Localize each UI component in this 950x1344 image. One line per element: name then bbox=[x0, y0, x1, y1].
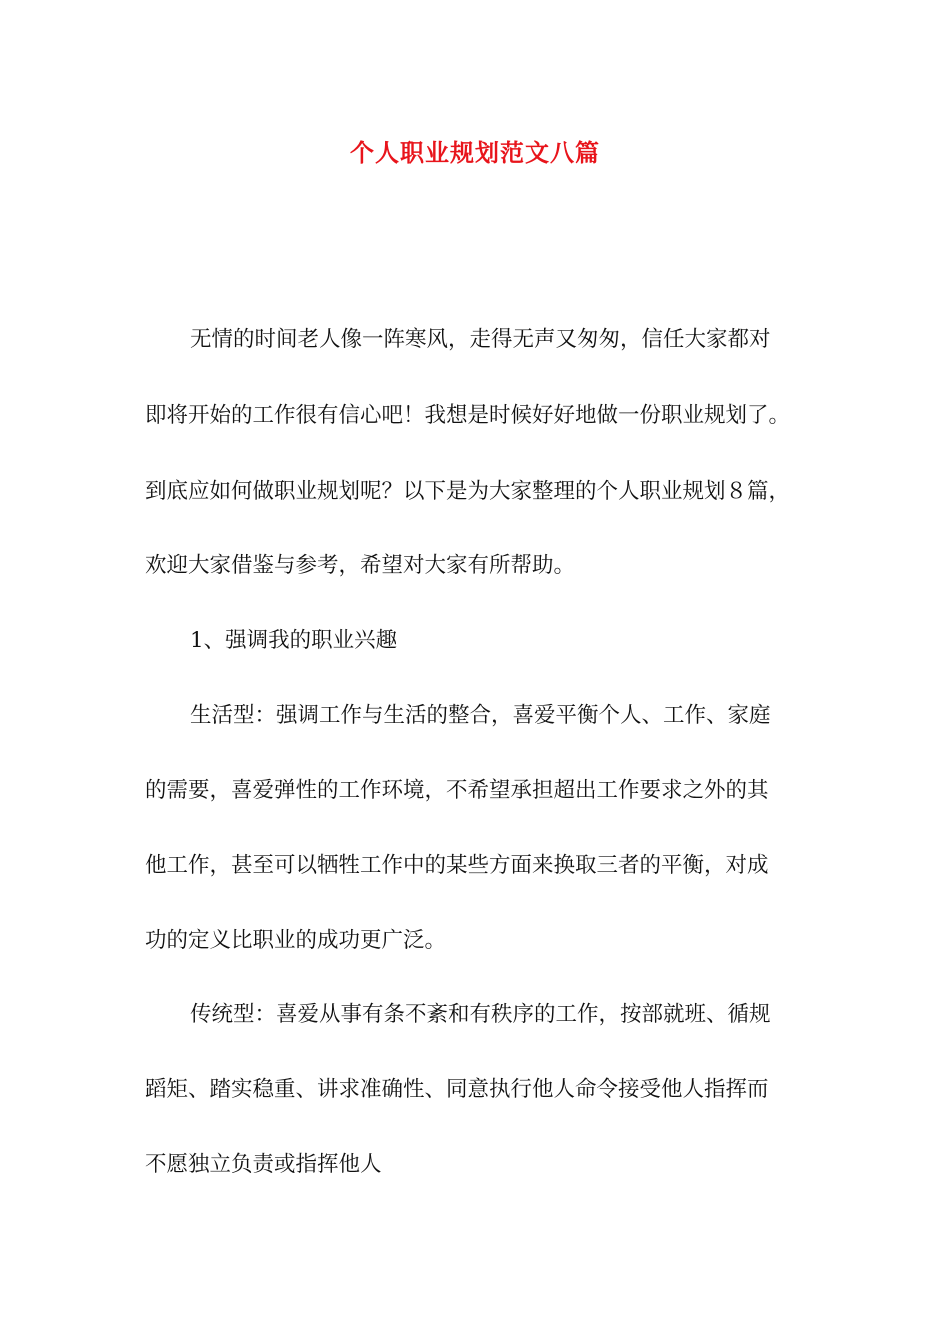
intro-line-3: 到底应如何做职业规划呢？以下是为大家整理的个人职业规划８篇， bbox=[145, 479, 791, 504]
lifestyle-line-2: 的需要，喜爱弹性的工作环境，不希望承担超出工作要求之外的其 bbox=[145, 778, 769, 803]
intro-line-1: 无情的时间老人像一阵寒风，走得无声又匆匆，信任大家都对 bbox=[190, 327, 771, 352]
traditional-line-2: 蹈矩、踏实稳重、讲求准确性、同意执行他人命令接受他人指挥而 bbox=[145, 1077, 769, 1102]
lifestyle-line-3: 他工作，甚至可以牺牲工作中的某些方面来换取三者的平衡，对成 bbox=[145, 853, 769, 878]
intro-line-4: 欢迎大家借鉴与参考，希望对大家有所帮助。 bbox=[145, 553, 576, 578]
document-title: 个人职业规划范文八篇 bbox=[350, 138, 600, 167]
lifestyle-line-1: 生活型：强调工作与生活的整合，喜爱平衡个人、工作、家庭 bbox=[190, 703, 771, 728]
traditional-line-3: 不愿独立负责或指挥他人 bbox=[145, 1152, 382, 1177]
traditional-line-1: 传统型：喜爱从事有条不紊和有秩序的工作，按部就班、循规 bbox=[190, 1002, 771, 1027]
section-heading-1: 1、强调我的职业兴趣 bbox=[190, 628, 398, 653]
lifestyle-line-4: 功的定义比职业的成功更广泛。 bbox=[145, 928, 447, 953]
intro-line-2: 即将开始的工作很有信心吧！我想是时候好好地做一份职业规划了。 bbox=[145, 403, 791, 428]
